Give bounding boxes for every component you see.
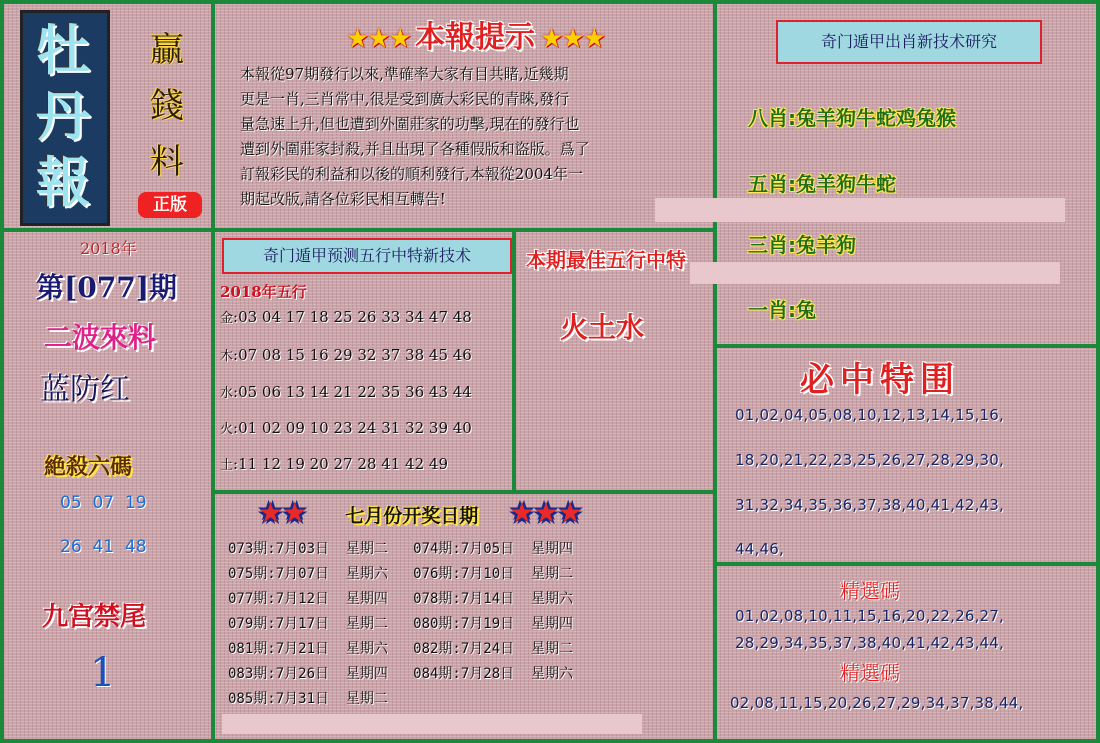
header-char: 料 [150, 142, 184, 182]
issue-number: 第[077]期 [36, 271, 177, 304]
selected-numbers: 02,08,11,15,20,26,27,29,34,37,38,44, [730, 694, 1024, 712]
notice-title: 本報提示 [415, 20, 535, 55]
kill-title: 絶殺六碼 [44, 454, 133, 480]
notice-line: 更是一肖,三肖常中,很是受到廣大彩民的青睞,發行 [240, 90, 570, 108]
header-char: 贏 [150, 30, 184, 70]
logo-char: 牡 [36, 18, 90, 82]
tail-title: 九宫禁尾 [42, 602, 147, 632]
date-row: 075期:7月07日 星期六 076期:7月10日 星期二 [228, 566, 574, 582]
highlight-patch [690, 262, 1060, 284]
zodiac-box-title: 奇门遁甲出肖新技术研究 [776, 20, 1042, 64]
star-icon: ★★ [258, 496, 307, 529]
wuxing-row [220, 454, 448, 473]
wave-value: 蓝防红 [40, 372, 130, 407]
divider [713, 0, 717, 743]
star-icon: ★★★ [540, 24, 605, 54]
best-value: 火土水 [560, 311, 645, 344]
wuxing-row [220, 307, 472, 326]
dates-title-row [258, 496, 708, 532]
star-icon: ★★★ [345, 24, 410, 54]
kill-numbers: 26 41 48 [60, 537, 147, 557]
notice-line: 本報從97期發行以來,準確率大家有目共睹,近幾期 [240, 65, 569, 83]
divider [1096, 0, 1100, 743]
zodiac-row: 一肖:兔 [748, 298, 816, 322]
divider [0, 739, 1100, 743]
wuxing-year-label: 2018年五行 [220, 283, 307, 301]
special-numbers: 01,02,04,05,08,10,12,13,14,15,16, [735, 406, 1005, 424]
divider [0, 0, 1100, 4]
element-numbers: :05 06 13 14 21 22 35 36 43 44 [233, 383, 472, 401]
zodiac-row: 八肖:兔羊狗牛蛇鸡兔猴 [748, 106, 956, 130]
date-row: 085期:7月31日 星期二 [228, 691, 388, 707]
element-numbers: :11 12 19 20 27 28 41 42 49 [233, 455, 448, 473]
divider [715, 344, 1100, 348]
kill-numbers: 05 07 19 [60, 493, 147, 513]
element-label: 土 [220, 458, 234, 473]
zodiac-row: 五肖:兔羊狗牛蛇 [748, 172, 896, 196]
tail-value: 1 [90, 650, 116, 696]
wuxing-row [220, 382, 472, 401]
date-row: 073期:7月03日 星期二 074期:7月05日 星期四 [228, 541, 574, 557]
selected-title: 精選碼 [840, 661, 900, 685]
genuine-badge: 正版 [138, 192, 202, 218]
divider [0, 228, 715, 232]
date-row: 079期:7月17日 星期二 080期:7月19日 星期四 [228, 616, 574, 632]
selected-numbers: 01,02,08,10,11,15,16,20,22,26,27, [735, 607, 1005, 625]
zodiac-row: 三肖:兔羊狗 [748, 233, 856, 257]
element-numbers: :03 04 17 18 25 26 33 34 47 48 [233, 308, 472, 326]
notice-line: 遭到外圍莊家封殺,并且出現了各種假版和盜版。爲了 [240, 140, 590, 158]
date-row: 081期:7月21日 星期六 082期:7月24日 星期二 [228, 641, 574, 657]
year-label: 2018年 [80, 239, 137, 258]
date-row: 083期:7月26日 星期四 084期:7月28日 星期六 [228, 666, 574, 682]
highlight-patch [222, 714, 642, 734]
header-char: 錢 [150, 86, 184, 126]
divider [213, 490, 715, 494]
special-numbers: 18,20,21,22,23,25,26,27,28,29,30, [735, 451, 1005, 469]
element-numbers: :01 02 09 10 23 24 31 32 39 40 [233, 419, 472, 437]
best-title: 本期最佳五行中特 [526, 248, 686, 272]
wave-title: 二波來料 [44, 321, 157, 354]
special-numbers: 44,46, [735, 540, 784, 558]
divider [0, 0, 4, 743]
element-label: 木 [220, 349, 234, 364]
highlight-patch [655, 198, 1065, 222]
special-title: 必中特围 [800, 360, 960, 400]
notice-line: 期起改版,請各位彩民相互轉告! [240, 190, 446, 208]
star-icon: ★★★ [509, 496, 582, 529]
notice-line: 訂報彩民的利益和以後的順利發行,本報從2004年一 [240, 165, 583, 183]
element-numbers: :07 08 15 16 29 32 37 38 45 46 [233, 346, 472, 364]
element-label: 金 [220, 311, 234, 326]
date-row: 077期:7月12日 星期四 078期:7月14日 星期六 [228, 591, 574, 607]
special-numbers: 31,32,34,35,36,37,38,40,41,42,43, [735, 496, 1005, 514]
logo [20, 10, 110, 226]
divider [211, 0, 215, 743]
logo-char: 報 [36, 150, 90, 214]
notice-body [240, 62, 680, 212]
divider [715, 562, 1100, 566]
logo-char: 丹 [36, 84, 90, 148]
element-label: 火 [220, 422, 234, 437]
wuxing-row [220, 418, 472, 437]
divider [512, 230, 516, 492]
element-label: 水 [220, 386, 234, 401]
wuxing-box-title: 奇门遁甲预测五行中特新技术 [222, 238, 512, 274]
notice-line: 量急速上升,但也遭到外圍莊家的功擊,現在的發行也 [240, 115, 580, 133]
notice-title-row [305, 12, 645, 58]
wuxing-row [220, 345, 472, 364]
dates-title: 七月份开奖日期 [345, 505, 479, 527]
selected-title: 精選碼 [840, 579, 900, 603]
selected-numbers: 28,29,34,35,37,38,40,41,42,43,44, [735, 634, 1005, 652]
